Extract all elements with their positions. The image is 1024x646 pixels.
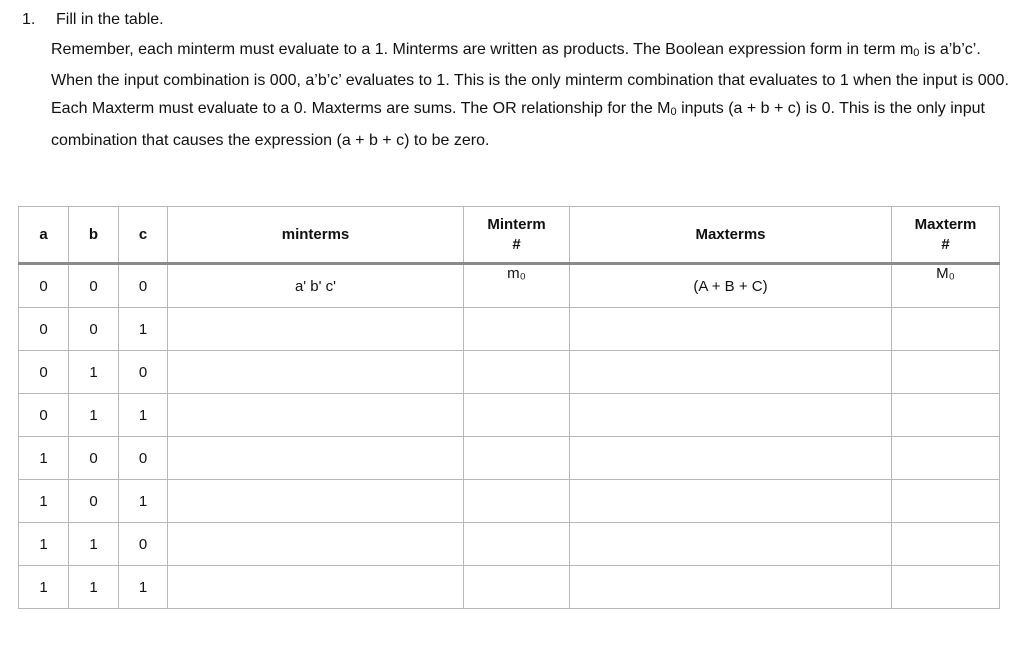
cell-b: 0: [69, 264, 119, 308]
cell-a: 1: [19, 437, 69, 480]
cell-minterm[interactable]: [168, 523, 464, 566]
cell-minterm[interactable]: [168, 351, 464, 394]
cell-a: 0: [19, 264, 69, 308]
cell-minterm-number[interactable]: [464, 308, 570, 351]
cell-maxterm-number[interactable]: [892, 523, 1000, 566]
cell-b: 1: [69, 523, 119, 566]
cell-c: 1: [119, 480, 168, 523]
cell-c: 0: [119, 351, 168, 394]
header-minterm-number: [464, 207, 570, 264]
cell-minterm-number[interactable]: [464, 566, 570, 609]
paragraph-part-1: Remember, each minterm must evaluate to a 1. Minterms are written as products. The Boolean expression form in term m: [51, 41, 914, 58]
cell-a: 1: [19, 566, 69, 609]
paragraph-subscript-1: 0: [913, 47, 920, 59]
cell-maxterm[interactable]: [570, 523, 892, 566]
cell-b: 1: [69, 351, 119, 394]
cell-a: 0: [19, 394, 69, 437]
table-header-row: [19, 207, 1000, 264]
truth-table: [18, 206, 1000, 609]
cell-minterm[interactable]: [168, 308, 464, 351]
cell-minterm-number[interactable]: [464, 523, 570, 566]
cell-a: 0: [19, 351, 69, 394]
table-row: [19, 351, 1000, 394]
paragraph-part-2: is a’b’c’. When the input combination is 000, a’b’c’ evaluates to 1. This is the only minterm combination that evaluates to 1 when the input is 000. Each Maxterm must evaluate to a 0. Maxterms are sums. The OR relationship for the M: [51, 41, 1009, 118]
cell-minterm-number[interactable]: [464, 394, 570, 437]
table-row: [19, 264, 1000, 308]
cell-b: 0: [69, 308, 119, 351]
question-number: 1.: [22, 11, 36, 28]
cell-minterm[interactable]: [168, 437, 464, 480]
cell-maxterm-number[interactable]: [892, 437, 1000, 480]
table-row: [19, 523, 1000, 566]
header-maxterms: Maxterms: [570, 207, 892, 264]
header-maxterm-number-line2: #: [941, 235, 950, 253]
cell-minterm-number[interactable]: [464, 437, 570, 480]
cell-maxterm-number[interactable]: [892, 566, 1000, 609]
header-maxterm-number: [892, 207, 1000, 264]
table-row: [19, 437, 1000, 480]
cell-maxterm-number[interactable]: [892, 308, 1000, 351]
cell-maxterm-number[interactable]: [892, 351, 1000, 394]
cell-minterm-number[interactable]: [464, 480, 570, 523]
cell-c: 0: [119, 523, 168, 566]
cell-maxterm-number[interactable]: M₀: [892, 264, 1000, 308]
cell-a: 1: [19, 480, 69, 523]
cell-b: 0: [69, 480, 119, 523]
cell-c: 0: [119, 264, 168, 308]
header-a: a: [19, 207, 69, 264]
question-instruction: Fill in the table.: [56, 11, 164, 28]
cell-minterm-number[interactable]: m₀: [464, 264, 570, 308]
cell-c: 0: [119, 437, 168, 480]
cell-minterm[interactable]: [168, 566, 464, 609]
question-block: [22, 8, 1012, 155]
cell-minterm[interactable]: [168, 394, 464, 437]
header-c: c: [119, 207, 168, 264]
cell-minterm[interactable]: [168, 480, 464, 523]
cell-maxterm[interactable]: [570, 437, 892, 480]
cell-a: 0: [19, 308, 69, 351]
paragraph-subscript-2: 0: [670, 106, 677, 119]
cell-minterm-number[interactable]: [464, 351, 570, 394]
header-minterms: minterms: [168, 207, 464, 264]
cell-minterm[interactable]: a' b' c': [168, 264, 464, 308]
table-row: [19, 394, 1000, 437]
table-row: [19, 308, 1000, 351]
header-minterm-number-line1: Minterm: [487, 215, 546, 233]
table-row: [19, 480, 1000, 523]
cell-b: 1: [69, 394, 119, 437]
cell-maxterm[interactable]: [570, 566, 892, 609]
question-paragraph: [51, 36, 1011, 155]
paragraph-part-3: inputs (a + b + c) is 0. This is the only input combination that causes the expression (a + b + c) to be zero.: [51, 100, 985, 149]
question-header: [22, 8, 1012, 32]
header-maxterm-number-line1: Maxterm: [914, 215, 977, 233]
cell-a: 1: [19, 523, 69, 566]
cell-b: 0: [69, 437, 119, 480]
cell-maxterm[interactable]: [570, 308, 892, 351]
cell-maxterm-number[interactable]: [892, 394, 1000, 437]
cell-c: 1: [119, 566, 168, 609]
header-minterm-number-line2: #: [512, 235, 521, 253]
cell-maxterm[interactable]: [570, 480, 892, 523]
cell-maxterm[interactable]: [570, 351, 892, 394]
cell-maxterm-number[interactable]: [892, 480, 1000, 523]
cell-maxterm[interactable]: (A + B + C): [570, 264, 892, 308]
cell-c: 1: [119, 394, 168, 437]
header-b: b: [69, 207, 119, 264]
cell-c: 1: [119, 308, 168, 351]
table-row: [19, 566, 1000, 609]
cell-b: 1: [69, 566, 119, 609]
cell-maxterm[interactable]: [570, 394, 892, 437]
